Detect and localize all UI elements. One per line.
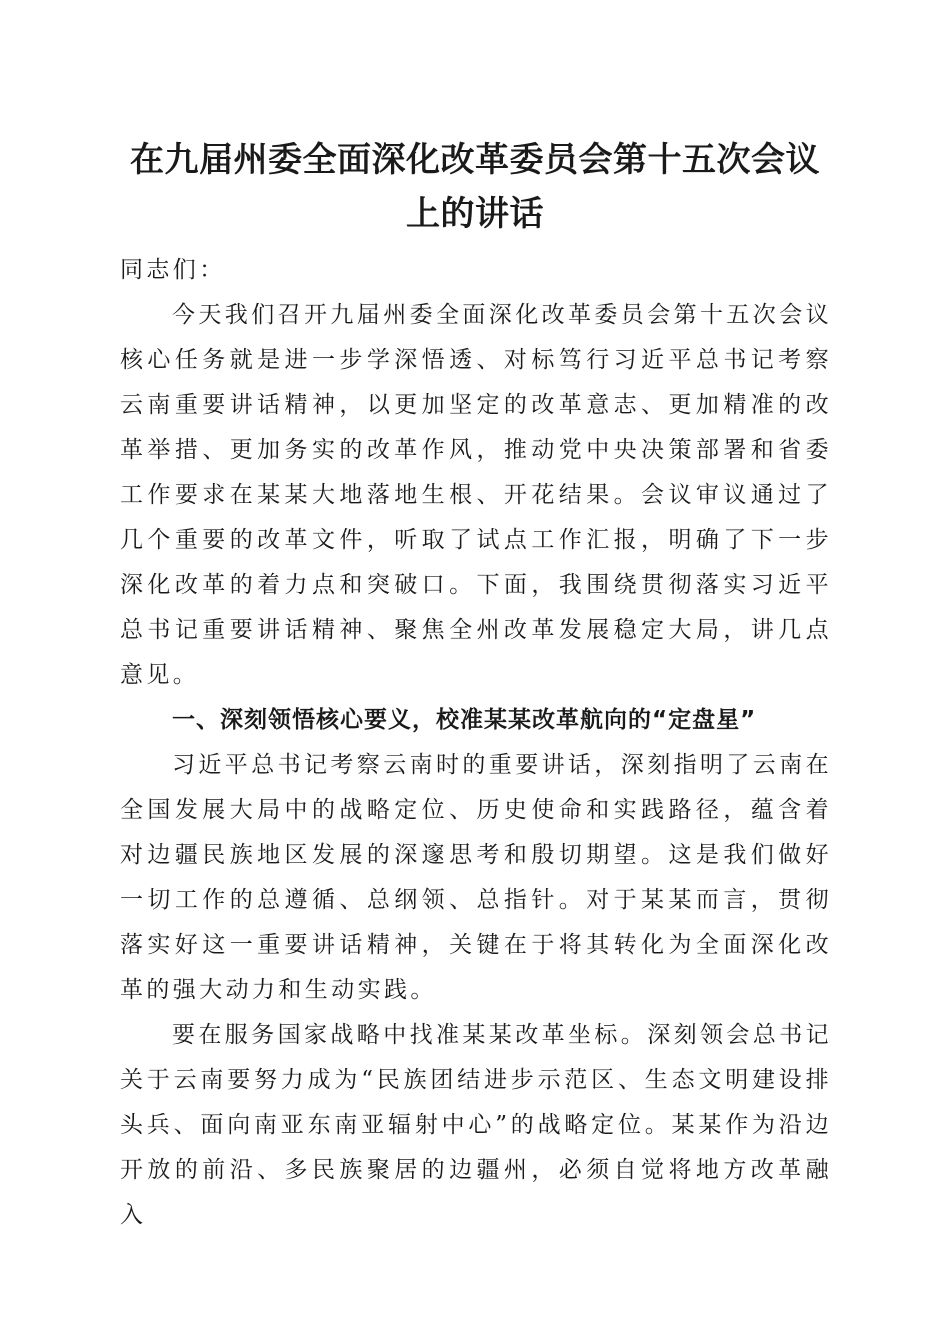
salutation: 同志们：	[120, 257, 226, 283]
section-heading-1: 一、深刻领悟核心要义，校准某某改革航向的“定盘星”	[172, 707, 757, 733]
title-line-2: 上的讲话	[406, 194, 544, 234]
paragraph-intro: 今天我们召开九届州委全面深化改革委员会第十五次会议核心任务就是进一步学深悟透、对标笃行习近平总书记考察云南重要讲话精神，以更加坚定的改革意志、更加精准的改革举措、更加务实的改革作风，推动党中央决策部署和省委工作要求在某某大地落地生根、开花结果。会议审议通过了几个重要的改革文件，听取了试点工作汇报，明确了下一步深化改革的着力点和突破口。下面，我围绕贯彻落实习近平总书记重要讲话精神、聚焦全州改革发展稳定大局，讲几点意见。	[120, 302, 832, 688]
paragraph-section1-b: 要在服务国家战略中找准某某改革坐标。深刻领会总书记关于云南要努力成为“民族团结进步示范区、生态文明建设排头兵、面向南亚东南亚辐射中心”的战略定位。某某作为沿边开放的前沿、多民族聚居的边疆州，必须自觉将地方改革融入	[120, 1022, 832, 1228]
title-line-1: 在九届州委全面深化改革委员会第十五次会议	[130, 140, 820, 180]
document-body	[120, 248, 832, 1238]
document-title	[100, 133, 850, 241]
paragraph-section1-a: 习近平总书记考察云南时的重要讲话，深刻指明了云南在全国发展大局中的战略定位、历史使命和实践路径，蕴含着对边疆民族地区发展的深邃思考和殷切期望。这是我们做好一切工作的总遵循、总纲领、总指针。对于某某而言，贯彻落实好这一重要讲话精神，关键在于将其转化为全面深化改革的强大动力和生动实践。	[120, 752, 832, 1003]
